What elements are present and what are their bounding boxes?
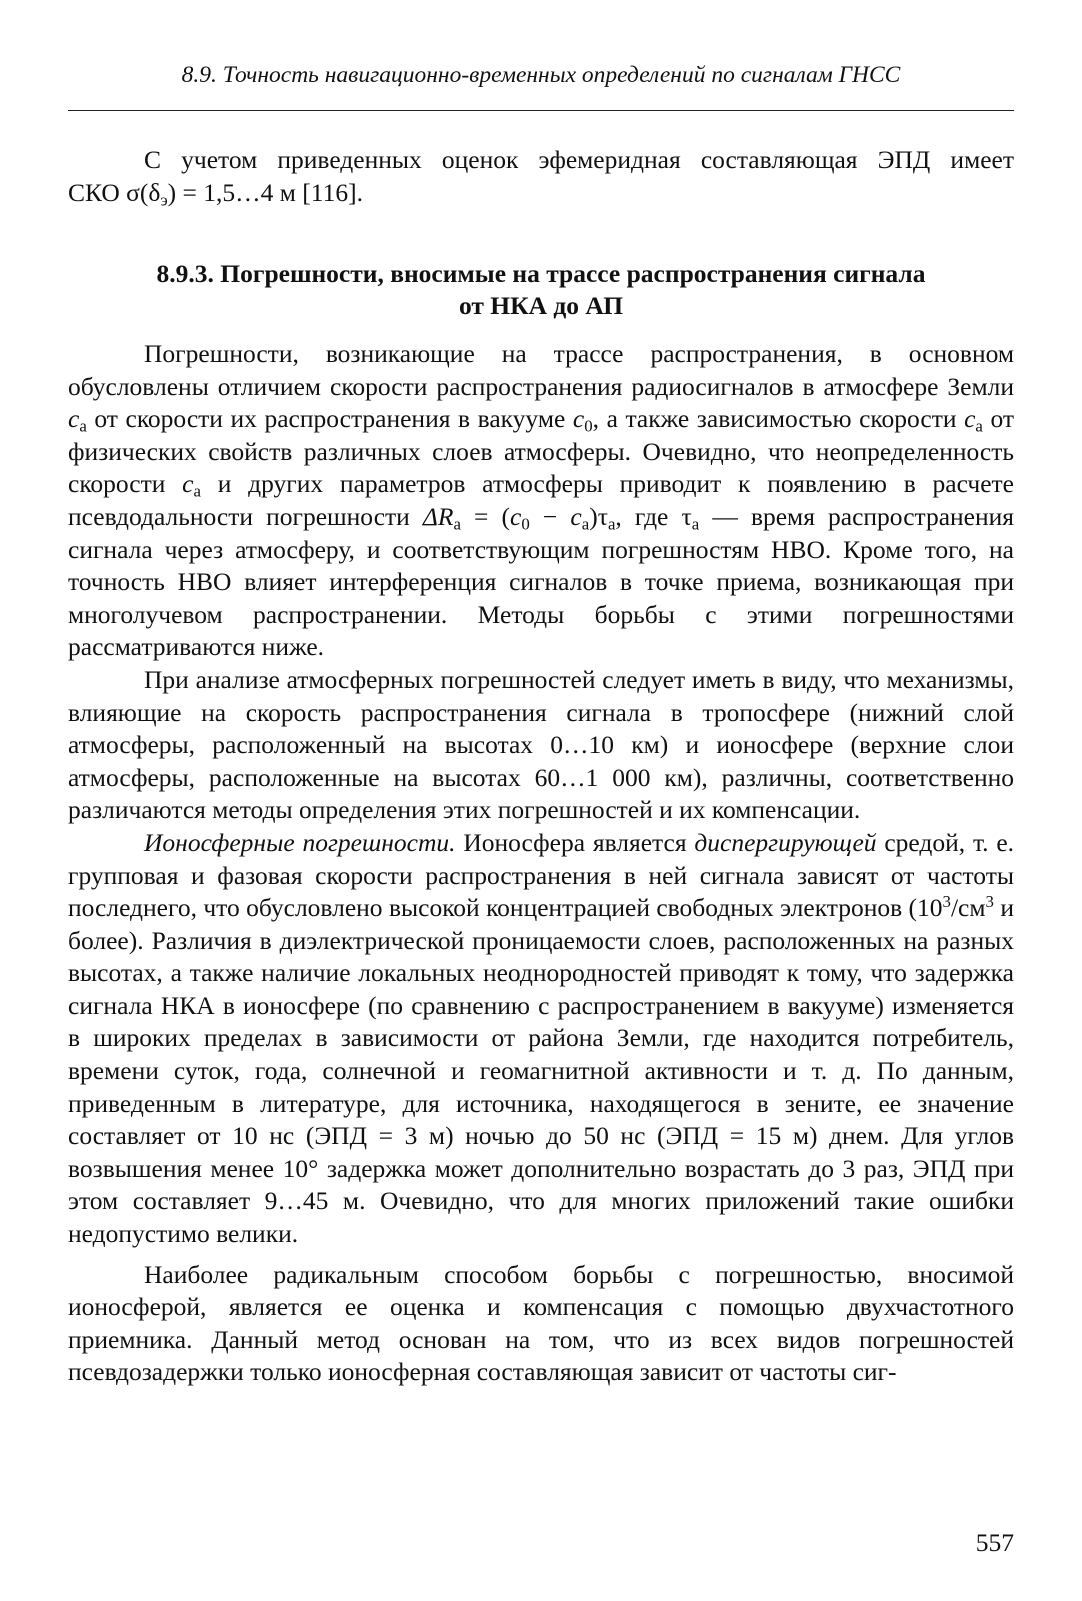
section-title-line1: 8.9.3. Погрешности, вносимые на трассе распространения сигнала bbox=[156, 259, 926, 288]
sub-0: 0 bbox=[521, 514, 530, 534]
sub-a: а bbox=[453, 514, 461, 534]
p1-part6: , где bbox=[615, 501, 669, 531]
var-c-a bbox=[68, 404, 87, 436]
page-number: 557 bbox=[975, 1528, 1014, 1557]
paragraph-1 bbox=[68, 338, 1014, 664]
sub-a: а bbox=[691, 514, 700, 534]
sym-tau: τ bbox=[597, 501, 608, 531]
p3-part4: и более). Различия в диэлектрической проницаемости слоев, расположенных на разных высотах, а также наличие локальных неоднородностей приводят к тому, что задержка сигнала НКА в ионосфере (по сравнению с распространением в вакууме) изменяется в широких пределах в зависимости от района Земли, где находится потребитель, времени суток, года, солнечной и геомагнитной активности и т. д. По данным, приведенным в литературе, для источника, находящегося в зените, ее значение составляет от 10 нс (ЭПД = 3 м) ночью до 50 нс (ЭПД = 15 м) днем. Для углов возвышения менее 10° задержка может дополнительно возрастать до 3 раз, ЭПД при этом составляет 9…45 м. Очевидно, что для многих приложений такие ошибки недопустимо велики. bbox=[68, 893, 1014, 1249]
p3-italic-word: диспергирующей bbox=[694, 827, 877, 857]
intro-formula bbox=[126, 177, 363, 210]
sym-close: ) bbox=[589, 501, 598, 531]
sym-eq: = ( bbox=[460, 501, 511, 531]
sub-a: а bbox=[193, 482, 201, 502]
sub-a: а bbox=[581, 514, 590, 534]
body-text bbox=[68, 338, 1014, 1389]
section-title-line2: от НКА до АП bbox=[458, 291, 624, 320]
paragraph-3 bbox=[68, 827, 1014, 1251]
p1-part2: от скорости их распространения в вакууме bbox=[94, 404, 566, 434]
formula-subscript: э bbox=[160, 190, 168, 210]
p1-part5: и других параметров атмосферы приводит к появлению в расчете псевдодальности погрешности bbox=[68, 469, 1014, 531]
formula-delta-r bbox=[422, 501, 616, 534]
intro-text-body: С учетом приведенных оценок эфемеридная составляющая ЭПД имеет СКО bbox=[68, 145, 1014, 207]
header-rule bbox=[68, 110, 1014, 111]
sym-minus: − bbox=[529, 501, 571, 531]
p3-italic-lead: Ионосферные погрешности. bbox=[144, 827, 456, 857]
sym-c: c bbox=[964, 404, 976, 434]
p3-sup1: 3 bbox=[942, 891, 951, 911]
p1-part1: Погрешности, возникающие на трассе распространения, в основном обусловлены отличием скорости распространения радиосигналов в атмосфере Земли bbox=[68, 339, 1014, 401]
paragraph-2: При анализе атмосферных погрешностей следует иметь в виду, что механизмы, влияющие на скорость распространения сигнала в тропосфере (нижний слой атмосферы, расположенный на высотах 0…10 км) и ионосфере (верхние слои атмосферы, расположенные на высотах 60…1 000 км), различны, соответственно различаются методы определения этих погрешностей и их компенсации. bbox=[68, 664, 1014, 825]
sub-a: а bbox=[975, 416, 983, 436]
sub-0: 0 bbox=[584, 416, 593, 436]
formula-left: σ(δ bbox=[126, 177, 161, 207]
var-c-a bbox=[182, 469, 201, 502]
sym-c: c bbox=[570, 501, 582, 531]
sym-delta-r: ΔR bbox=[422, 501, 454, 531]
paragraph-4: Наиболее радикальным способом борьбы с погрешностью, вносимой ионосферой, является ее оценка и компенсация с помощью двухчастотного приемника. Данный метод основан на том, что из всех видов погрешностей псевдозадержки только ионосферная составляющая зависит от частоты сиг- bbox=[68, 1259, 1014, 1387]
sym-tau: τ bbox=[681, 501, 692, 531]
running-header: 8.9. Точность навигационно-временных определений по сигналам ГНСС bbox=[181, 62, 901, 88]
section-title bbox=[68, 258, 1014, 322]
sym-c: c bbox=[182, 469, 194, 499]
p3-part2: средой, т. е. групповая и фазовая скорости распространения в ней сигнала зависят от частоты последнего, что обусловлено высокой концентрацией свободных электронов (10 bbox=[68, 827, 1015, 923]
sym-c: c bbox=[510, 501, 522, 531]
p1-part4: от физических свойств различных слоев атмосферы. Очевидно, что неопределенность скорости bbox=[68, 404, 1015, 499]
sub-a: а bbox=[607, 514, 616, 534]
intro-text bbox=[68, 144, 1014, 209]
sub-a: а bbox=[79, 416, 87, 436]
p3-part3: /см bbox=[950, 893, 986, 923]
p1-part3: , а также зависимостью скорости bbox=[592, 404, 957, 434]
var-c-a bbox=[964, 404, 983, 436]
var-c-0 bbox=[572, 404, 593, 436]
var-tau-a bbox=[681, 501, 700, 534]
intro-paragraph bbox=[68, 144, 1014, 209]
sym-c: c bbox=[68, 404, 80, 434]
p3-part1: Ионосфера является bbox=[463, 827, 687, 857]
p3-sup2: 3 bbox=[985, 891, 994, 911]
p1-part7: — время распространения сигнала через атмосферу, и соответствующим погрешностям НВО. Кроме того, на точность НВО влияет интерференция сигналов в точке приема, возникающая при многолучевом распространении. Методы борьбы с этими погрешностями рассматриваются ниже. bbox=[68, 501, 1015, 662]
sym-c: c bbox=[572, 404, 585, 434]
formula-right: ) = 1,5…4 м [116]. bbox=[167, 177, 363, 207]
